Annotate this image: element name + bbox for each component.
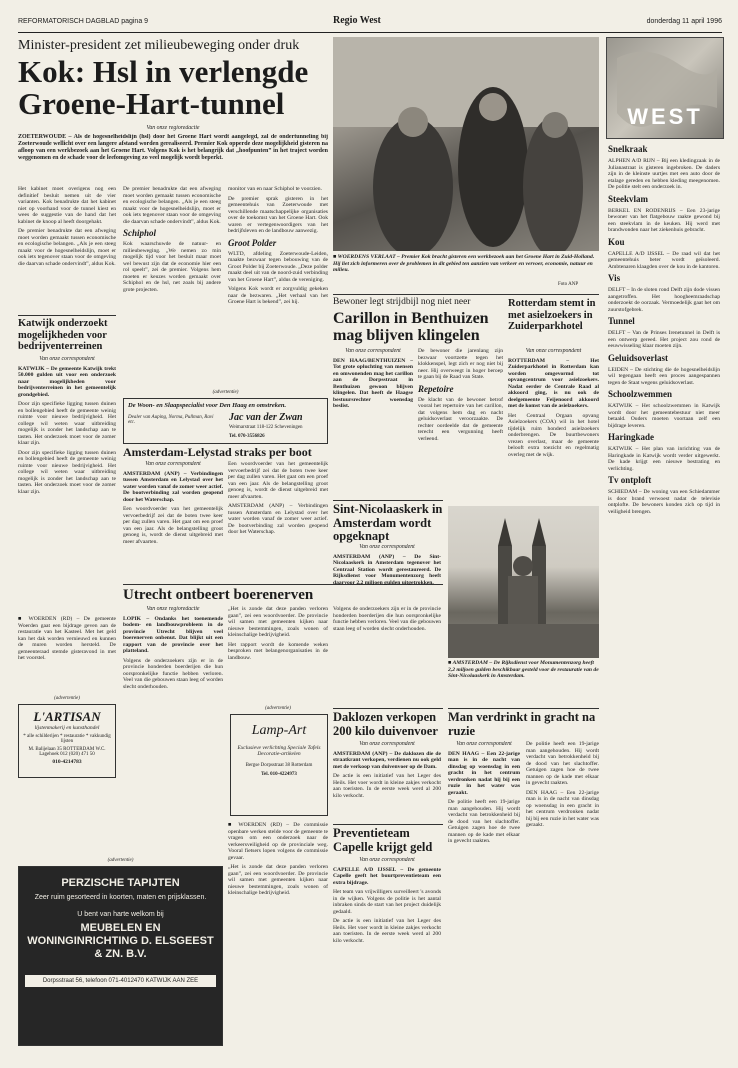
- rotterdam-headline: Rotterdam stemt in met asielzoekers in Zuiderparkhotel: [508, 298, 596, 332]
- duiven-headline: Daklozen verkopen 200 kilo duivenvoer: [333, 710, 438, 738]
- artisan-tel: 010-4214783: [52, 759, 82, 765]
- lamp-name: Lamp-Art: [251, 723, 307, 738]
- lamp-ad-label: (advertentie): [265, 706, 291, 711]
- brief-text: CAPELLE A/D IJSSEL – De raad wil dat het gemeentehuis beter wordt geïsoleerd. Ambtenaren klaagden over de kou in de kantoren.: [608, 250, 720, 270]
- brief-text: ALPHEN A/D RIJN – Bij een kledingzaak in de Julianastraat is gisteren ingebroken. De daders zijn in de kleinste uurtjes met een auto door de etalage gereden en hebben kleding meegenomen. De politie stelt een onderzoek in.: [608, 158, 720, 190]
- brief-heading: Kou: [608, 236, 625, 247]
- zwan-ad-title: De Woon- en Slaapspecialist voor Den Haag en omstreken.: [128, 402, 287, 409]
- meubel-line-2: U bent van harte welkom bij: [77, 911, 164, 918]
- main-body-8: Volgens Kok wordt er zorgvuldig gekeken naar de bezwaren. „Het verhaal van het Groene Hart is bekend”, zei hij.: [228, 286, 328, 305]
- main-body-6: De premier sprak gisteren in het gemeentehuis van Zoeterwoude met verschillende maatschappelijke organisaties over de toekomst van het Groene Hart. Ook waren er vertegenwoordigers van het bedrijfsleven en de landbouw aanwezig.: [228, 195, 328, 234]
- lamp-tel: Tel. 010-4224973: [261, 772, 297, 777]
- utrecht-byline: Van onze regioredactie: [146, 606, 200, 612]
- nicolaas-headline: Sint-Nicolaaskerk in Amsterdam wordt opgeknapt: [333, 502, 443, 543]
- katwijk-byline: Van onze correspondent: [39, 356, 95, 362]
- zwan-ad-addr: Weimarstraat 118-122 Scheveningen: [229, 425, 303, 430]
- lelystad-body: Een woordvoerder van het gemeentelijk vervoerbedrijf zei dat de boten twee keer per dag zullen varen. Het gaat om een proef van een jaar. Als de belangstelling groot genoeg is, wordt de dienst uitgebreid met meer afvaarten.: [123, 506, 223, 545]
- brief-text: KATWIJK – Het schoolzwemmen in Katwijk wordt door het gemeentebestuur niet meer betaald. Ouders moeten voortaan zelf een bijdrage leveren.: [608, 403, 720, 429]
- carillon-sub: Repetoire: [418, 383, 454, 394]
- meubel-ad-label: (advertentie): [107, 858, 134, 863]
- artisan-name: L'ARTISAN: [33, 709, 101, 724]
- utrecht-lead: LOPIK – Ondanks het toenemende bodem- en landbouwprobleem in de provincie Utrecht blijven veel boerenerven onbenut. Dat blijkt uit een rapport van de provincie over het platteland.: [123, 615, 223, 654]
- utrecht-headline: Utrecht ontbeert boerenerven: [123, 587, 314, 603]
- photo-1-caption: ■ WOERDENS VERLAAT – Premier Kok bracht gisteren een werkbezoek aan het Groene Hart in Zuid-Holland. Hij liet zich informeren over de problemen in dit gebied ten aanzien van verkeer en vervoer, economie, natuur en milieu.: [333, 254, 595, 273]
- utrecht-body-4: Volgens de onderzoekers zijn er in de provincie honderden boerderijen die hun oorspronkelijke functie hebben verloren. Veel van die gebouwen staan leeg of worden slecht onderhouden.: [333, 606, 441, 632]
- brief-heading: Steekvlam: [608, 193, 648, 204]
- artisan-addr: M. Balijelaan 35 ROTTERDAM W.C. Lagehoek 012 (020) 471 50: [28, 747, 106, 757]
- woerden-2-text: ■ WOERDEN (RD) – De commissie openbare werken stelde voor de gemeente te vragen om een onderzoek naar de verkeersveiligheid op de provinciale weg. Vooral fietsers lopen volgens de commissie gevaar.: [228, 822, 328, 861]
- sidebar-title: WEST: [627, 104, 703, 129]
- lelystad-byline: Van onze correspondent: [145, 461, 201, 467]
- main-headline-1: Kok: Hsl in verlengde: [18, 54, 309, 89]
- lelystad-lead: AMSTERDAM (ANP) – Verbindingen tussen Amsterdam en Lelystad over het water worden vanaf de zomer weer actief. De bootverbinding zal worden geopend door het Waterschap.: [123, 470, 223, 503]
- nicolaas-lead: AMSTERDAM (ANP) – De Sint-Nicolaaskerk in Amsterdam tegenover het Centraal Station wordt gerestaureerd. De Rijksdienst voor Monumentenzorg heeft daarvoor 2,2 miljoen gulden uitgetrokken.: [333, 553, 441, 586]
- brief-text: BERKEL EN RODENRIJS – Een 23-jarige bewoner van het flatgebouw raakte gewond bij een steekvlam in de keuken. Hij werd met brandwonden naar het ziekenhuis gebracht.: [608, 207, 720, 233]
- zwan-ad-label: (advertentie): [212, 390, 239, 395]
- artisan-sub: lijstenmakerij en kunsthandel: [34, 725, 100, 731]
- photo-1-credit: Foto ANP: [558, 282, 579, 287]
- duiven-body: De actie is een initiatief van het Leger des Heils. Het voer wordt in kleine zakjes verkocht aan toeristen. In de eerste week werd al 200 kilo verkocht.: [333, 773, 441, 799]
- brief-heading: Schoolzwemmen: [608, 389, 672, 399]
- meubel-line-1: Zeer ruim gesorteerd in koorten, maten en prijsklassen.: [34, 894, 207, 901]
- main-lead: ZOETERWOUDE – Als de hogesnelheidslijn (hsl) door het Groene Hart wordt aangelegd, zal de ondertunneling bij Zoeterwoude wellicht over een langere afstand worden gerealiseerd. Premier Kok opperde deze mogelijkheid gisteren na afloop van een werkbezoek aan het Groene Hart. Volgens Kok is het belangrijk dat „hoofpunten” in het traject worden weggenomen en de schade voor de leefomgeving zo veel mogelijk wordt beperkt.: [18, 134, 328, 161]
- utrecht-body-3: Het rapport wordt de komende weken besproken met belangenorganisaties in de landbouw.: [228, 641, 328, 661]
- sidebar-briefs: [608, 144, 720, 1050]
- main-body-2: De premier benadrukte dat een afweging moet worden gemaakt tussen economische en ecologische belangen. „Als je een steeg maakt voor de hogesnelheidslijn, moet er ook iets tegenover staan voor de omgeving die daarvan schade ondervindt”, aldus Kok.: [18, 228, 116, 267]
- main-body-7: WLTD, afdeling Zoeterwoude-Leiden, maakte bezwaar tegen bebouwing van de Groot Polder bij Zoeterwoude. „Deze polder maakt deel uit van de noord-zuid verbinding van het Groene Hart”, aldus de vereniging.: [228, 250, 328, 283]
- artisan-ad-label: (advertentie): [54, 696, 80, 701]
- brief-text: KATWIJK – Het plan van inrichting van de Haringkade in Katwijk wordt verder uitgewerkt. De kade krijgt een nieuwe bestrating en verlichting.: [608, 446, 720, 472]
- lamp-addr: Bergse Dorpsstraat 38 Rotterdam: [245, 763, 313, 768]
- brief-text: DELFT – Van de Prinses Irenetunnel in Delft is een ontwerp gereed. Het project zou rond de eeuwwisseling klaar moeten zijn.: [608, 330, 720, 349]
- artisan-items: * alle schilderijen * restauratie * vakkundig lijsten: [23, 734, 111, 744]
- preventie-byline: Van onze correspondent: [359, 857, 415, 863]
- main-byline: Van onze regioredactie: [146, 125, 200, 131]
- main-sub-polder: Groot Polder: [228, 237, 277, 248]
- katwijk-body-2: Door zijn specifieke ligging tussen duinen en bollengebied heeft de gemeente weinig ruimte voor nieuwe bedrijvigheid. Het college wil weten waar uitbreiding mogelijk is zonder het landschap aan te tasten. Het onderzoek moet voor de zomer klaar zijn.: [18, 449, 116, 495]
- woerden-2-more: „Het is zonde dat deze panden verloren gaan”, zei een woordvoerder. De provincie wil samen met gemeenten kijken naar nieuwe bestemmingen, zoals wonen of kleinschalige bedrijvigheid.: [228, 864, 328, 896]
- rotterdam-byline: Van onze correspondent: [525, 348, 582, 354]
- page-header: [18, 12, 722, 33]
- duiven-lead: AMSTERDAM (ANP) – De daklozen die de straatkrant verkopen, verdienen nu ook geld met de verkoop van duivenvoer op de Dam.: [333, 750, 441, 770]
- main-body-5: monitor van en naar Schiphol te voorzien.: [228, 186, 322, 192]
- artisan-ad[interactable]: [18, 704, 116, 778]
- gracht-headline: Man verdrinkt in gracht na ruzie: [448, 710, 596, 738]
- brief-heading: Vis: [608, 273, 621, 283]
- gracht-body: De politie heeft een 19-jarige man aangehouden. Hij wordt verdacht van betrokkenheid bij de dood van het slachtoffer. Getuigen zagen hoe de twee mannen op de kade met elkaar in gevecht raakten.: [448, 799, 520, 844]
- zwan-ad-name: Jac van der Zwan: [229, 412, 303, 423]
- lelystad-body-2: Een woordvoerder van het gemeentelijk vervoerbedrijf zei dat de boten twee keer per dag zullen varen. Het gaat om een proef van een jaar. Als de belangstelling groot genoeg is, wordt de dienst uitgebreid met meer afvaarten.: [228, 461, 328, 500]
- main-body-3: De premier benadrukte dat een afweging moet worden gemaakt tussen economische en ecologische belangen. „Als je een steeg maakt voor de hogesnelheidslijn, moet er ook iets tegenover staan voor de omgeving die daarvan schade ondervindt”, aldus Kok.: [123, 186, 221, 225]
- katwijk-headline: Katwijk onderzoekt mogelijkheden voor bedrijventerreinen: [18, 318, 108, 352]
- duiven-byline: Van onze correspondent: [359, 741, 415, 747]
- rotterdam-body: Het Centraal Orgaan opvang Asielzoekers (COA) wil in het hotel tijdelijk ruim honderd asielzoekers onderbrengen. De buurtbewoners vrezen overlast, maar de gemeente belooft extra toezicht en regelmatig overleg met de wijk.: [508, 412, 599, 458]
- preventie-body-2: De actie is een initiatief van het Leger des Heils. Het voer wordt in kleine zakjes verkocht aan toeristen. In de eerste week werd al 200 kilo verkocht.: [333, 918, 441, 944]
- carillon-body-1: De bewoner die jarenlang zijn bezwaar voortzette tegen het klokkenspel, legt zich er nog niet bij neer. Hij overweegt in hoger beroep te gaan bij de Raad van State.: [418, 348, 503, 380]
- meubel-name: MEUBELEN EN WONINGINRICHTING D. ELSGEEST & ZN. B.V.: [27, 922, 214, 960]
- brief-heading: Tv ontploft: [608, 475, 652, 485]
- gracht-lead: DEN HAAG – Een 22-jarige man is in de nacht van dinsdag op woensdag in een gracht in het centrum verdronken nadat hij bij een ruzie in het water was geraakt.: [448, 750, 520, 796]
- main-headline-2: Groene-Hart-tunnel: [18, 86, 285, 121]
- sidebar-masthead: [606, 37, 724, 139]
- carillon-headline: Carillon in Benthuizen mag blijven klingelen: [333, 310, 489, 344]
- lamp-items: Exclusieve verlichting Speciale Tafels Decoratie-artikelen: [237, 745, 321, 757]
- meubel-addr: Dorpsstraat 56, telefoon 071-4012470 KATWIJK AAN ZEE: [25, 975, 216, 987]
- preventie-headline: Preventieteam Capelle krijgt geld: [333, 826, 433, 854]
- brief-heading: Snelkraak: [608, 144, 648, 154]
- brief-heading: Tunnel: [608, 316, 635, 326]
- newspaper-page: [18, 12, 722, 1052]
- brief-heading: Haringkade: [608, 432, 655, 442]
- preventie-body: Het team van vrijwilligers surveilleert 's avonds in de wijken. Volgens de politie is het aantal inbraken sinds de start van het project duidelijk gedaald.: [333, 889, 441, 915]
- brief-text: LEIDEN – De stichting die de hogesnelheidslijn wil tegengaan heeft een proces aangespannen tegen de Staat wegens geluidsoverlast.: [608, 366, 720, 386]
- lamp-ad[interactable]: [230, 714, 328, 816]
- woerden-1-text: ■ WOERDEN (RD) – De gemeente Woerden gaat een bijdrage geven aan de restauratie van het Kasteel. Met het geld kan het dak worden vernieuwd en kunnen de muren worden hersteld. De gemeenteraad stemde gisteravond in met het voorstel.: [18, 616, 116, 661]
- main-body-4: Kok waarschuwde de natuur- en milieubeweging. „We nemen zo min mogelijk tijd voor het besluit maar moet wel bewust zijn dat de economie hier een rol speelt”, zei de premier. Volgens hem moeten er keuzes worden gemaakt over Schiphol en de hsl, net zoals bij andere grote projecten.: [123, 241, 221, 293]
- photo-2-caption: ■ AMSTERDAM – De Rijksdienst voor Monumentenzorg heeft 2,2 miljoen gulden beschikbaar gesteld voor de restauratie van de Sint-Nicolaaskerk in Amsterdam.: [448, 660, 599, 679]
- header-left: REFORMATORISCH DAGBLAD pagina 9: [18, 18, 149, 25]
- carillon-body-2: De klacht van de bewoner betrof vooral het repertoire van het carillon, dat volgens hem dag en nacht geluidsoverlast veroorzaakte. De rechter oordeelde dat de gemeente terecht een vergunning heeft verleend.: [418, 396, 503, 442]
- utrecht-body-2: „Het is zonde dat deze panden verloren gaan”, zei een woordvoerder. De provincie wil samen met gemeenten kijken naar nieuwe bestemmingen, zoals wonen of kleinschalige bedrijvigheid.: [228, 606, 328, 638]
- gracht-byline: Van onze correspondent: [456, 741, 512, 747]
- brief-text: DELFT – In de sloten rond Delft zijn dode vissen aangetroffen. Het hoogheemraadschap onderzoekt de oorzaak. Vermoedelijk gaat het om zuurstofgebrek.: [608, 287, 720, 313]
- zwan-ad[interactable]: [123, 398, 328, 444]
- utrecht-body-1: Volgens de onderzoekers zijn er in de provincie honderden boerderijen die hun oorspronkelijke functie hebben verloren. Veel van die gebouwen staan leeg of worden slecht onderhouden.: [123, 657, 223, 690]
- zwan-ad-tel: Tel. 070-3556826: [229, 434, 265, 439]
- zwan-ad-lines: Dealer van Auping, Norma, Pullman, Ravi etc.: [128, 415, 214, 425]
- main-kicker: Minister-president zet milieubeweging onder druk: [18, 38, 300, 53]
- header-section: Regio West: [333, 15, 381, 26]
- brief-heading: Geluidsoverlast: [608, 352, 668, 363]
- nicolaas-byline: Van onze correspondent: [359, 544, 415, 550]
- main-sub-schiphol: Schiphol: [123, 228, 157, 238]
- rotterdam-lead: ROTTERDAM – Het Zuiderparkhotel in Rotterdam kan worden omgevormd tot opvangcentrum voor asielzoekers. Nadat eerder de Centrale Raad al akkoord ging, is nu ook de deelgemeente Feijenoord akkoord met de komst van de asielzoekers.: [508, 357, 599, 409]
- header-date: donderdag 11 april 1996: [646, 18, 722, 25]
- preventie-lead: CAPELLE A/D IJSSEL – De gemeente Capelle geeft het buurtpreventieteam een extra bijdrage.: [333, 866, 441, 886]
- gracht-body-2: De politie heeft een 19-jarige man aangehouden. Hij wordt verdacht van betrokkenheid bij de dood van het slachtoffer. Getuigen zagen hoe de twee mannen op de kade met elkaar in gevecht raakten.: [526, 741, 599, 786]
- gracht-body-3: DEN HAAG – Een 22-jarige man is in de nacht van dinsdag op woensdag in een gracht in het centrum verdronken nadat hij bij een ruzie in het water was geraakt.: [526, 789, 599, 828]
- lelystad-headline: Amsterdam-Lelystad straks per boot: [123, 445, 312, 459]
- carillon-byline: Van onze correspondent: [345, 348, 401, 354]
- carillon-lead: DEN HAAG/BENTHUIZEN – Tot grote opluchting van mensen en omwonenden mag het carillon aan de Dorpsstraat in Benthuizen gewoon blijven klingelen. Dat heeft de Haagse bestuursrechter woensdag beslist.: [333, 357, 413, 409]
- photo-kok-visit-graphic: [333, 37, 599, 251]
- photo-kok-visit: [333, 37, 599, 251]
- carillon-kicker: Bewoner legt strijdbijl nog niet neer: [333, 297, 471, 307]
- katwijk-body: Door zijn specifieke ligging tussen duinen en bollengebied heeft de gemeente weinig ruimte voor nieuwe bedrijvigheid. Het college wil weten waar uitbreiding mogelijk is zonder het landschap aan te tasten. Het onderzoek moet voor de zomer klaar zijn.: [18, 401, 116, 446]
- lelystad-body-3: AMSTERDAM (ANP) – Verbindingen tussen Amsterdam en Lelystad over het water worden vanaf de zomer weer actief. De bootverbinding zal worden geopend door het Waterschap.: [228, 503, 328, 535]
- photo-nicolaaskerk-graphic: [448, 506, 599, 658]
- meubel-title: PERZISCHE TAPIJTEN: [61, 877, 180, 889]
- photo-nicolaaskerk: [448, 506, 599, 658]
- meubel-ad[interactable]: [18, 866, 223, 1046]
- katwijk-lead: KATWIJK – De gemeente Katwijk trekt 50.000 gulden uit voor een onderzoek naar mogelijkheden voor bedrijventerreinen in het gemeentelijk grondgebied.: [18, 365, 116, 398]
- main-body-1: Het kabinet moet overigens nog een definitief besluit nemen uit de vier varianten. Kok benadrukte dat het kabinet niet op voorhand voor de tunnel kiest en wees de suggestie van de hand dat het kabinet de knoop al heeft doorgehakt.: [18, 186, 116, 225]
- brief-text: SCHIEDAM – De woning van een Schiedammer is door brand verwoest nadat de televisie ontplofte. De bewoners konden zich op tijd in veiligheid brengen.: [608, 489, 720, 515]
